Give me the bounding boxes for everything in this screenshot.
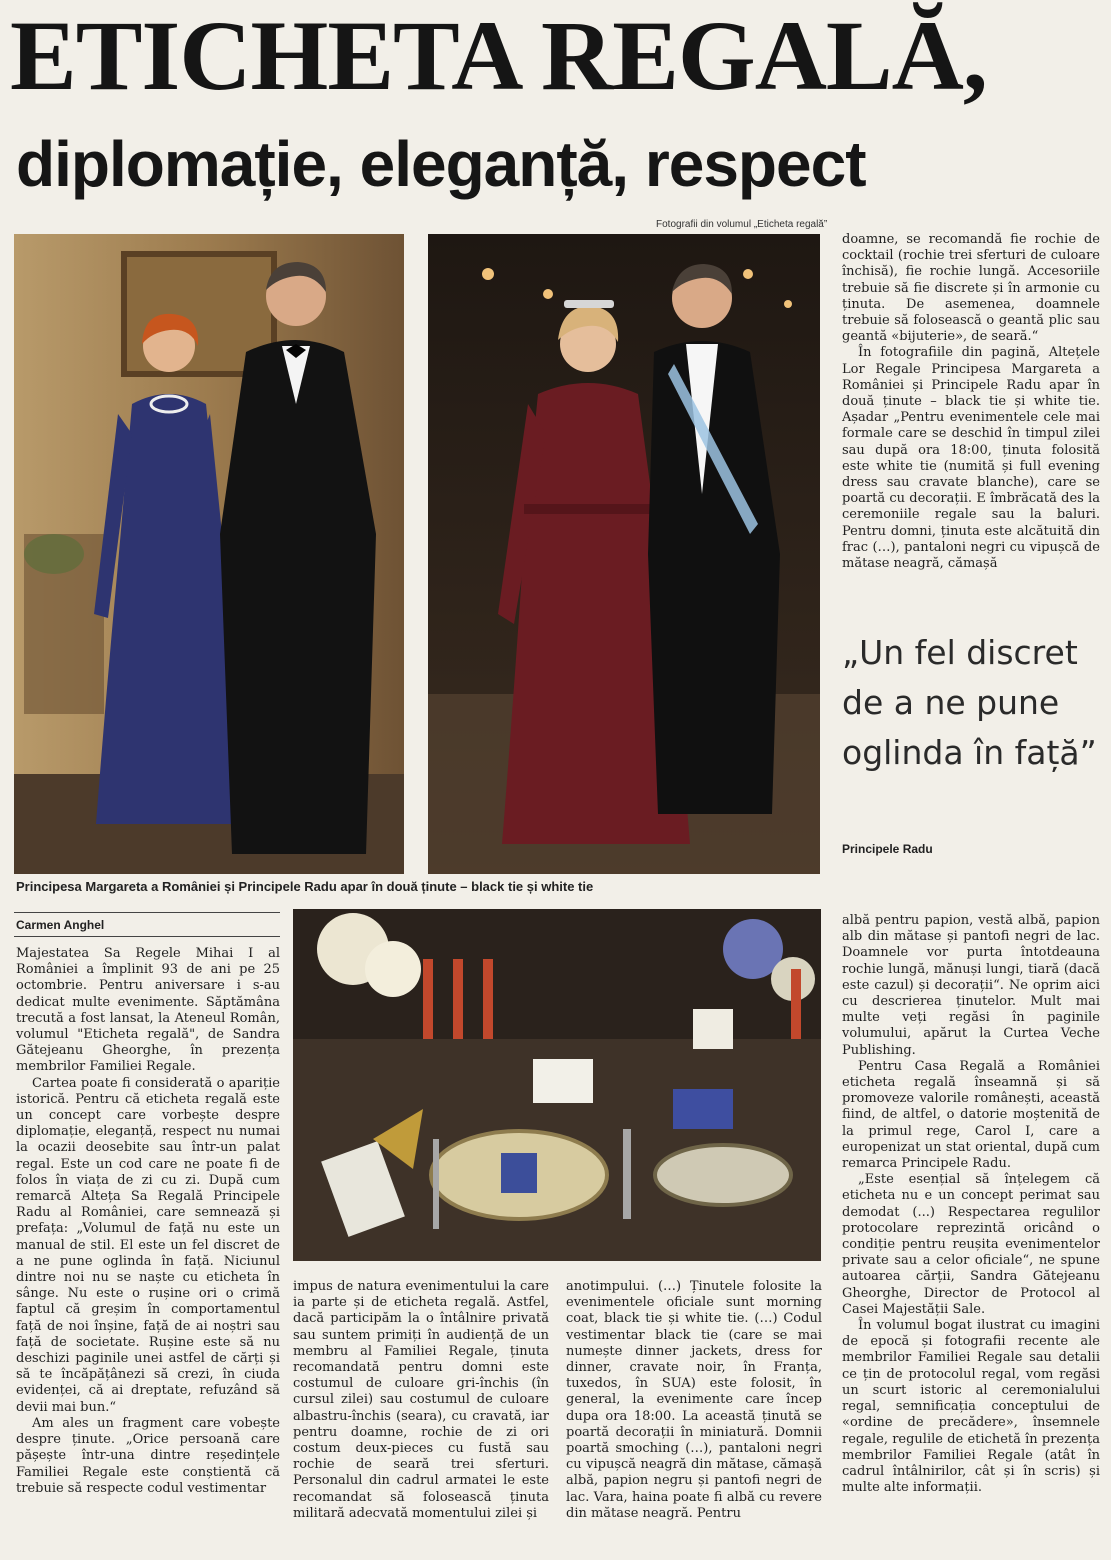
article-column-4-top [842,232,1100,572]
photo-black-tie-illustration [14,234,404,874]
photo-royal-table [293,909,821,1261]
article-column-1 [16,946,280,1497]
article-paragraph: Cartea poate fi considerată o apariție istorică. Pentru că eticheta regală este un concept care vorbește despre diplomație, eleganță, respect nu numai la ocazii deosebite sau într-un palat regal. Este un cod care ne poate fi de folos în viața de zi cu zi. După cum remarcă Alteța Sa Regală Principele Radu al României, care semnează și prefața: „Volumul de față nu este un manual de stil. El este un fel discret de a ne pune oglinda în față. Niciunul dintre noi nu se naște cu eticheta în sânge. Nu este o rușine ori o crimă faptul că greșim în comportamentul față de noi înșine, față de ai noștri sau față de societate. Rușine este să nu deschizi paginile unei astfel de cărți și să te încăpățânezi să crezi, în ciuda evidenței, că ai dreptate, refuzând să devii mai bun.“ [16,1075,280,1415]
photo-white-tie-illustration [428,234,820,874]
byline-rule [14,912,280,913]
photo-credit: Fotografii din volumul „Eticheta regală” [656,219,828,230]
article-column-2 [293,1279,549,1522]
pull-quote: „Un fel discret de a ne pune oglinda în față” [842,633,1097,772]
article-paragraph: anotimpului. (…) Ținutele folosite la evenimentele oficiale sunt morning coat, black tie și white tie. (…) Codul vestimentar black tie (care se mai numește dinner jackets, dress for dinner, cravate noir, în Franța, tuxedos, în SUA) este folosit, în general, la evenimente care încep dupa ora 18:00. La această ținută se poartă decorații în miniatură. Domnii poartă smoching (…), pantaloni negri cu vipușcă neagră din mătase, cămașă albă, papion negru și pantofi negri de lac. Vara, haina poate fi albă cu revere din mătase neagră. Pentru [566,1279,822,1521]
byline-rule-bottom [14,936,280,937]
headline-subtitle: diplomație, eleganță, respect [16,128,866,200]
pull-quote-source: Principele Radu [842,842,933,856]
article-paragraph: albă pentru papion, vestă albă, papion alb din mătase și pantofi negri de lac. Doamnele vor purta întotdeauna rochie lungă, mănuși lungi, tiară (dacă este cazul) și decorații“. Ne oprim aici cu descrierea ținutelor. Mult mai multe veți regăsi în paginile volumului, apărut la Curtea Veche Publishing. [842,913,1100,1058]
article-paragraph: „Este esențial să înțelegem că eticheta nu e un concept perimat sau demodat (...) Respectarea regulilor protocolare reprezintă oricând o condiție pentru reușita evenimentelor private sau a celor oficiale“, ne spune autoarea cărții, Sandra Gătejeanu Gheorghe, Director de Protocol al Casei Majestății Sale. [842,1172,1100,1317]
article-column-4-bottom [842,913,1100,1496]
photo-royal-table-illustration [293,909,821,1261]
headline-title: ETICHETA REGALĂ, [10,0,987,111]
article-paragraph: În fotografiile din pagină, Altețele Lor Regale Principesa Margareta a României și Principele Radu apar în două ținute – black tie și white tie. Așadar „Pentru evenimentele cele mai formale care se deschid în timpul zilei sau după ora 18:00, ținuta folosită este white tie (numită și full evening dress sau cravate blanche), care se poartă cu decorații. E îmbrăcată des la ceremoniile regale sau la baluri. Pentru domni, ținuta este alcătuită din frac (…), pantaloni negri cu vipușcă de mătase neagră, cămașă [842,345,1100,572]
article-paragraph: Am ales un fragment care vobește despre ținute. „Orice persoană care pășește într-una dintre reședințele Familiei Regale este conștientă că trebuie să respecte codul vestimentar [16,1415,280,1496]
photo-black-tie [14,234,404,874]
byline: Carmen Anghel [16,918,105,932]
article-paragraph: impus de natura evenimentului la care ia parte și de eticheta regală. Astfel, dacă participăm la o întâlnire privată sau suntem primiți în audiență de un membru al Familiei Regale, ținuta recomandată pentru domni este costumul de culoare gri-închis (în cursul zilei) sau costumul de culoare albastru-închis (seara), cu cravată, iar pentru doamne, rochie de zi ori costum deux-pieces cu fustă sau rochie de seară trei sferturi. Personalul din cadrul armatei le este recomandat să folosească ținuta militară adecvată momentului zilei și [293,1279,549,1521]
article-paragraph: Majestatea Sa Regele Mihai I al României a împlinit 93 de ani pe 25 octombrie. Pentru aniversare i s-au dedicat multe evenimente. Săptămâna trecută a fost lansat, la Ateneul Român, volumul "Eticheta regală", de Sandra Gătejeanu Gheorghe, în prezența membrilor Familiei Regale. [16,946,280,1075]
article-paragraph: doamne, se recomandă fie rochie de cocktail (rochie trei sferturi de culoare închisă), fie rochie lungă. Accesoriile trebuie să fie discrete și în armonie cu ținuta. De asemenea, doamnele trebuie să folosească o geantă plic sau geantă «bijuterie», de seară.“ [842,232,1100,345]
photo-white-tie [428,234,820,874]
article-paragraph: În volumul bogat ilustrat cu imagini de epocă și fotografii recente ale membrilor Familiei Regale sau detalii ce țin de protocolul regal, vom regăsi un scurt istoric al ceremonialului regal, semnificația conceptului de «ordine de precădere», însemnele regale, regulile de etichetă în prezența membrilor Familiei Regale (atât în cadrul întâlnirilor, cât și în scris) și multe alte informații. [842,1318,1100,1496]
article-column-3 [566,1279,822,1522]
article-paragraph: Pentru Casa Regală a României eticheta regală înseamnă și să promoveze valorile românești, această fiind, de altfel, o datorie moștenită de la primul rege, Carol I, care a europenizat un stat oriental, după cum remarca Principele Radu. [842,1058,1100,1172]
photo-caption: Principesa Margareta a României și Principele Radu apar în două ținute – black tie și white tie [16,879,594,894]
